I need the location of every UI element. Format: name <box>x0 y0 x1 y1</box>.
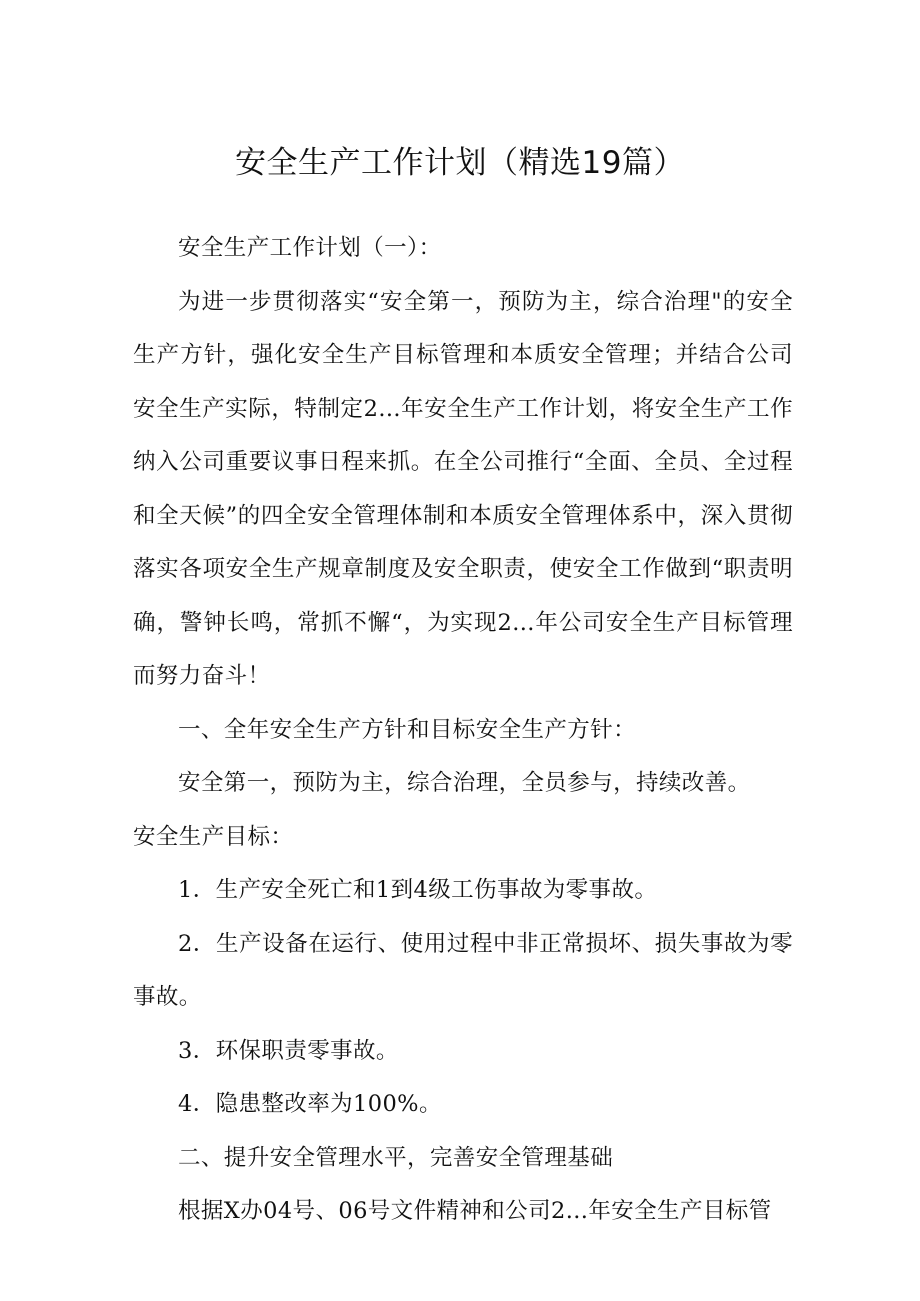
paragraph-heading-2: 二、提升安全管理水平，完善安全管理基础 <box>178 1144 614 1171</box>
paragraph-goal-4: 4．隐患整改率为100%。 <box>178 1091 442 1117</box>
paragraph-goal-2: 2．生产设备在运行、使用过程中非正常损坏、损失事故为零事故。 <box>133 930 793 1010</box>
paragraph-intro: 为进一步贯彻落实“安全第一，预防为主，综合治理"的安全生产方针，强化安全生产目标管理和本质安全管理；并结合公司安全生产实际，特制定2...年安全生产工作计划，将安全生产工作纳入公司重要议事日程来抓。在全公司推行“全面、全员、全过程和全天候”的四全安全管理体制和本质安全管理体系中，深入贯彻落实各项安全生产规章制度及安全职责，使安全工作做到“职责明确，警钟长鸣，常抓不懈“，为实现2...年公司安全生产目标管理而努力奋斗！ <box>133 288 793 689</box>
document-body <box>133 222 793 1239</box>
paragraph-heading-1: 一、全年安全生产方针和目标安全生产方针： <box>178 716 637 743</box>
paragraph-policy: 安全第一，预防为主，综合治理，全员参与，持续改善。 <box>178 770 751 796</box>
document-title: 安全生产工作计划（精选19篇） <box>235 145 685 181</box>
paragraph-basis: 根据X办04号、06号文件精神和公司2...年安全生产目标管 <box>178 1198 772 1224</box>
paragraph-goal-1: 1．生产安全死亡和1到4级工伤事故为零事故。 <box>178 877 658 903</box>
paragraph-goals-label: 安全生产目标： <box>133 823 294 850</box>
paragraph-goal-3: 3．环保职责零事故。 <box>178 1037 399 1064</box>
paragraph-section-heading: 安全生产工作计划（一）： <box>178 235 442 261</box>
